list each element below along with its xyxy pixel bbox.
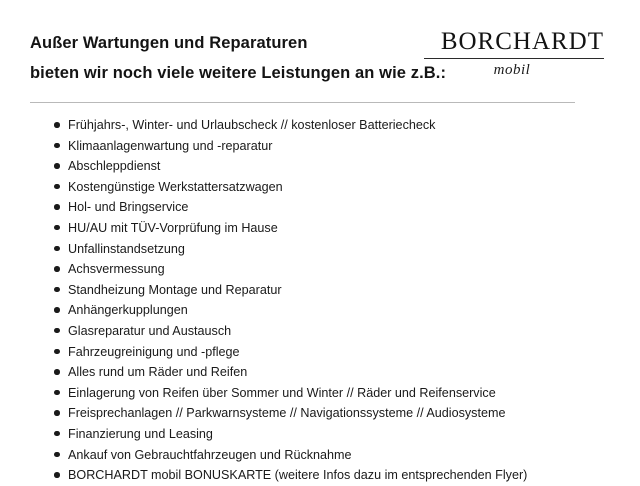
page-title-line-1: Außer Wartungen und Reparaturen [30, 34, 308, 52]
header-divider [30, 102, 575, 103]
list-item-label: Hol- und Bringservice [68, 200, 189, 215]
page-title-line-2: bieten wir noch viele weitere Leistungen an wie z.B.: [30, 64, 447, 82]
list-item-label: Frühjahrs-, Winter- und Urlaubscheck // kostenloser Batteriecheck [68, 118, 436, 132]
list-item-label: Unfallinstandsetzung [68, 241, 185, 256]
list-item [30, 115, 610, 136]
list-item [30, 136, 610, 157]
list-item-label: Glasreparatur und Austausch [68, 323, 232, 338]
list-item-label: Fahrzeugreinigung und -pflege [68, 344, 240, 359]
list-item-label: Freisprechanlagen // Parkwarnsysteme // Navigationssysteme // Audiosysteme [68, 406, 506, 421]
list-item-label: Alles rund um Räder und Reifen [68, 365, 248, 380]
list-item-label: Ankauf von Gebrauchtfahrzeugen und Rücknahme [68, 447, 352, 462]
bullet-icon [54, 266, 60, 272]
page-title [30, 22, 447, 88]
bullet-icon [54, 122, 60, 128]
list-item-label: Achsvermessung [68, 262, 165, 277]
bullet-icon [54, 369, 60, 375]
brand-name: BORCHARDT [440, 28, 604, 55]
bullet-icon [54, 472, 60, 478]
bullet-icon [54, 452, 60, 458]
list-item-label: Anhängerkupplungen [68, 303, 188, 318]
list-item-label: Einlagerung von Reifen über Sommer und Winter // Räder und Reifenservice [68, 385, 496, 400]
list-item-label: Abschleppdienst [68, 159, 161, 174]
list-item [30, 383, 610, 404]
list-item-label: HU/AU mit TÜV-Vorprüfung im Hause [68, 220, 278, 235]
brand-subtitle: mobil [493, 62, 531, 78]
list-item-label: Klimaanlagenwartung und -reparatur [68, 138, 273, 153]
list-item-label: BORCHARDT mobil BONUSKARTE (weitere Infos dazu im entsprechenden Flyer) [68, 468, 528, 483]
bullet-icon [54, 328, 60, 334]
list-item [30, 403, 610, 424]
bullet-icon [54, 163, 60, 169]
services-list [30, 115, 610, 486]
bullet-icon [54, 390, 60, 396]
list-item-label: Kostengünstige Werkstattersatzwagen [68, 179, 283, 194]
list-item [30, 280, 610, 301]
list-item [30, 239, 610, 260]
list-item [30, 362, 610, 383]
list-item-label: Finanzierung und Leasing [68, 426, 213, 441]
list-item [30, 300, 610, 321]
bullet-icon [54, 410, 60, 416]
list-item [30, 259, 610, 280]
bullet-icon [54, 349, 60, 355]
list-item [30, 342, 610, 363]
list-item [30, 321, 610, 342]
list-item-label: Standheizung Montage und Reparatur [68, 282, 282, 297]
list-item [30, 197, 610, 218]
bullet-icon [54, 307, 60, 313]
list-item [30, 156, 610, 177]
list-item [30, 177, 610, 198]
list-item [30, 424, 610, 445]
bullet-icon [54, 431, 60, 437]
list-item [30, 218, 610, 239]
brand-divider [424, 58, 604, 59]
bullet-icon [54, 225, 60, 231]
list-item [30, 465, 610, 486]
brand-logo [424, 22, 610, 79]
bullet-icon [54, 184, 60, 190]
bullet-icon [54, 204, 60, 210]
bullet-icon [54, 143, 60, 149]
page-header [30, 22, 610, 88]
bullet-icon [54, 246, 60, 252]
list-item [30, 445, 610, 466]
bullet-icon [54, 287, 60, 293]
